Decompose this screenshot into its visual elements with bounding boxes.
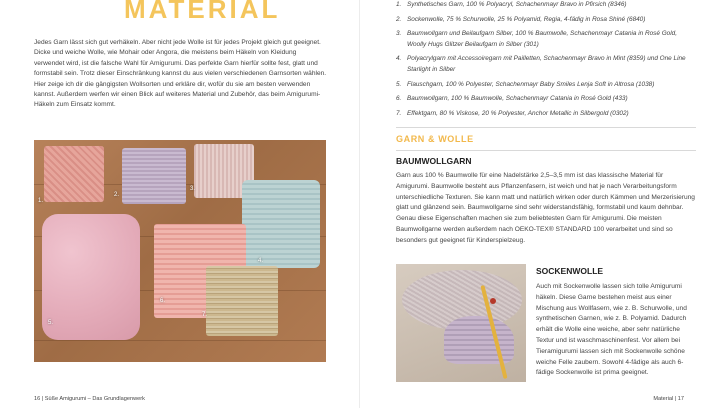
yarn-list bbox=[396, 0, 696, 119]
photo-label-2: 2. bbox=[114, 192, 120, 198]
sockenwolle-heading: SOCKENWOLLE bbox=[536, 266, 604, 276]
divider bbox=[396, 127, 696, 128]
swatch-1 bbox=[44, 146, 104, 202]
intro-paragraph: Jedes Garn lässt sich gut verhäkeln. Aber nicht jede Wolle ist für jedes Projekt gleich gut geeignet. Dicke und weiche Wolle, wie Mohair oder Angora, die meistens beim Häkeln von Kleidung verwendet wird, ist die falsche Wahl für Amigurumi. Das perfekte Garn hierfür sollte fest, glatt und formstabil sein. Trotz dieser Einschränkung kannst du aus vielen verschiedenen Garnsorten wählen. Hier zeige ich dir die gängigsten Wollsorten und erkläre dir, wofür du sie am besten verwenden kannst. Außerdem werfen wir einen Blick auf weiteres Material und Zubehör, das beim Amigurumi-Häkeln zum Einsatz kommt. bbox=[34, 39, 327, 109]
right-page bbox=[360, 0, 720, 408]
swatch-7 bbox=[206, 266, 278, 336]
baumwollgarn-heading: BAUMWOLLGARN bbox=[396, 156, 472, 166]
list-item: 1. Synthetisches Garn, 100 % Polyacryl, Schachenmayr Bravo in Pfirsich (8346) bbox=[396, 1, 627, 8]
list-item: 2. Sockenwolle, 75 % Schurwolle, 25 % Polyamid, Regia, 4-fädig in Rosa Shiné (6840) bbox=[396, 15, 646, 23]
photo-label-6: 6. bbox=[160, 298, 166, 304]
baumwollgarn-text: Garn aus 100 % Baumwolle für eine Nadelstärke 2,5–3,5 mm ist das klassische Material für Amigurumi. Baumwolle besteht aus Pflanzenfasern, ist weich und hat je nach Verarbeitungsform unterschiedliche Texturen. Sie kann matt und natürlich wirken oder durch Kämmen und Merzerisierung glatt und glänzend sein. Baumwollgarne sind sehr widerstandsfähig, formstabil und kaum dehnbar. Genau diese Eigenschaften machen sie zum beliebtesten Garn für Amigurumi. Die meisten Baumwollgarne werden außerdem nach OEKO-TEX® STANDARD 100 verarbeitet und sind so besonders gut geeignet für Kinderspielzeug. bbox=[396, 172, 695, 244]
list-item: 7. Effektgarn, 80 % Viskose, 20 % Polyester, Anchor Metallic in Silbergold (0302) bbox=[396, 109, 629, 117]
swatch-5 bbox=[42, 214, 140, 340]
swatch-2 bbox=[122, 148, 186, 204]
section-heading: GARN & WOLLE bbox=[396, 134, 474, 144]
page-title: MATERIAL bbox=[124, 0, 281, 24]
swatch-4 bbox=[242, 180, 320, 268]
photo-label-3: 3. bbox=[190, 186, 196, 192]
sockenwolle-text: Auch mit Sockenwolle lassen sich tolle Amigurumi häkeln. Diese Garne bestehen meist aus einer Mischung aus Wollfasern, wie z. B. Schurwolle, und synthetischen Garnen, wie z. B. Polyamid. Dadurch erhält die Wolle eine weiche, aber sehr natürliche Textur und ist waschmaschinenfest. Vor allem bei Tieramigurumi lassen sich mit Sockenwolle schöne weiche Felle zaubern. Sowohl 4-fädige als auch 6-fädige Sockenwolle ist prima geeignet. bbox=[536, 283, 687, 377]
photo-label-7: 7. bbox=[202, 312, 208, 318]
photo-label-5: 5. bbox=[48, 320, 54, 326]
list-item: 5. Flauschgarn, 100 % Polyester, Schachenmayr Baby Smiles Lenja Soft in Altrosa (1038) bbox=[396, 80, 655, 88]
footer-left: 16 | Süße Amigurumi – Das Grundlagenwerk bbox=[34, 396, 145, 402]
photo-label-1: 1. bbox=[38, 198, 44, 204]
photo-label-4: 4. bbox=[258, 258, 264, 264]
yarn-swatches-photo bbox=[34, 140, 326, 362]
footer-right: Material | 17 bbox=[653, 396, 684, 402]
sock-yarn-photo bbox=[396, 264, 526, 382]
list-item: 6. Baumwollgarn, 100 % Baumwolle, Schachenmayr Catania in Rosé Gold (433) bbox=[396, 95, 628, 103]
crochet-piece bbox=[444, 316, 514, 364]
stitch-marker bbox=[490, 298, 496, 304]
list-item: 3. Baumwollgarn und Beilaufgarn Silber, 100 % Baumwolle, Schachenmayr Catania in Rosé Gold, Woolly Hugs Glitzer Beilaufgarn in Silber (301) bbox=[396, 30, 677, 48]
list-item: 4. Polyacrylgarn mit Accessoiregarn mit Pailletten, Schachenmayr Bravo in Mint (8359) und One Line Starlight in Silber bbox=[396, 55, 686, 73]
divider bbox=[396, 150, 696, 151]
